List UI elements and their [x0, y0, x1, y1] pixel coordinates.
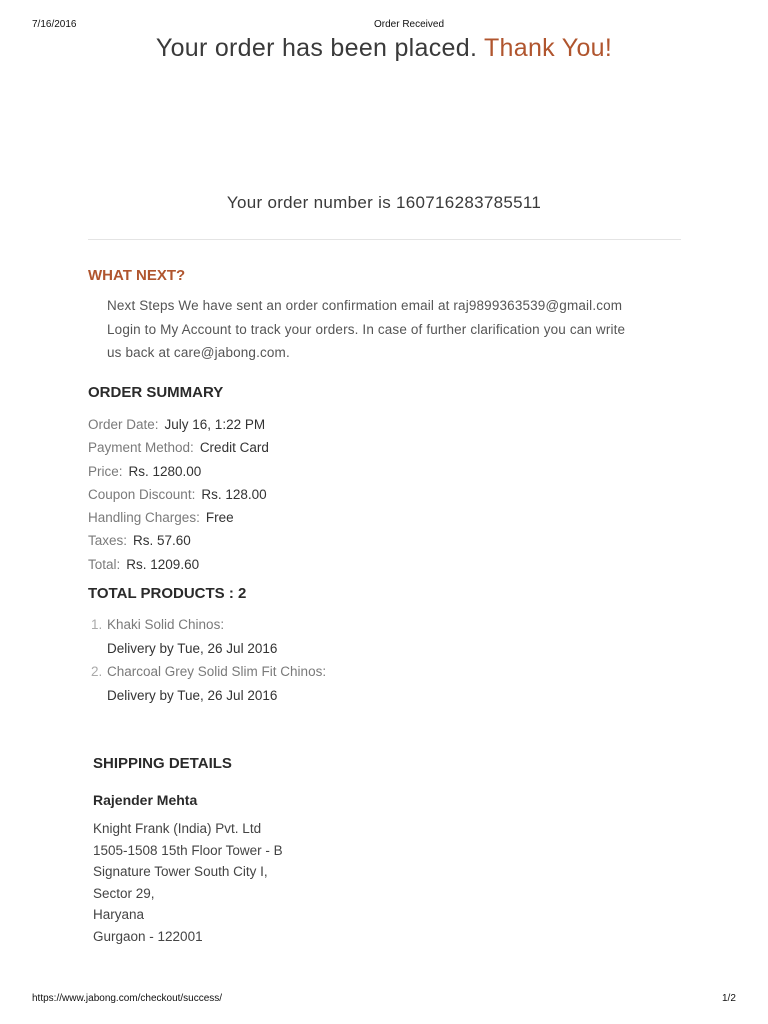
address-line: 1505-1508 15th Floor Tower - B [93, 842, 283, 858]
summary-value: Free [205, 510, 234, 526]
summary-label: Price: [88, 463, 123, 479]
item-number: 2. [91, 664, 103, 679]
summary-label: Order Date: [88, 417, 159, 432]
address-line: Sector 29, [93, 885, 155, 901]
summary-row-price [88, 460, 269, 483]
shipping-name: Rajender Mehta [93, 792, 198, 808]
product-name: Khaki Solid Chinos: [107, 617, 225, 632]
divider [88, 239, 681, 240]
shipping-address [93, 818, 283, 947]
summary-value: Rs. 57.60 [133, 533, 191, 549]
summary-value: Credit Card [199, 440, 269, 456]
summary-row-handling-charges [88, 506, 269, 529]
print-title: Order Received [373, 19, 445, 30]
summary-row-payment-method [88, 436, 269, 459]
address-line: Knight Frank (India) Pvt. Ltd [93, 821, 262, 836]
summary-label: Total: [88, 556, 121, 572]
total-products-heading: TOTAL PRODUCTS : 2 [88, 585, 247, 602]
summary-label: Taxes: [88, 533, 128, 549]
order-number: Your order number is 160716283785511 [226, 193, 542, 212]
summary-label: Handling Charges: [88, 510, 200, 526]
address-line: Haryana [93, 907, 145, 922]
summary-label: Payment Method: [88, 440, 194, 456]
summary-value: July 16, 1:22 PM [164, 417, 266, 432]
summary-value: Rs. 1209.60 [126, 556, 200, 572]
order-summary-heading: ORDER SUMMARY [88, 384, 224, 401]
product-list [91, 613, 326, 707]
page-number: 1/2 [722, 993, 736, 1004]
address-line: Signature Tower South City I, [93, 864, 268, 879]
summary-row-coupon-discount [88, 483, 269, 506]
headline-thank-you: Thank You! [483, 34, 613, 62]
address-line: Gurgaon - 122001 [93, 928, 203, 944]
summary-row-taxes [88, 529, 269, 552]
product-name: Charcoal Grey Solid Slim Fit Chinos: [107, 664, 327, 679]
delivery-date: Delivery by Tue, 26 Jul 2016 [107, 687, 278, 703]
what-next-line: us back at care@jabong.com. [107, 345, 290, 360]
order-summary [88, 413, 269, 576]
headline-main: Your order has been placed. [155, 34, 478, 62]
item-number: 1. [91, 617, 103, 632]
what-next-line: Next Steps We have sent an order confirmation email at raj9899363539@gmail.com [107, 298, 623, 313]
list-item [91, 613, 326, 660]
print-date: 7/16/2016 [32, 19, 77, 30]
shipping-details-heading: SHIPPING DETAILS [93, 755, 232, 772]
list-item [91, 660, 326, 707]
what-next-text [107, 294, 687, 365]
summary-value: Rs. 128.00 [201, 486, 267, 502]
what-next-line: Login to My Account to track your orders. In case of further clarification you can write [107, 321, 626, 337]
summary-row-total [88, 553, 269, 576]
confirmation-headline [0, 34, 768, 63]
delivery-date: Delivery by Tue, 26 Jul 2016 [107, 640, 278, 656]
summary-label: Coupon Discount: [88, 486, 196, 502]
print-url: https://www.jabong.com/checkout/success/ [32, 993, 223, 1004]
summary-row-order-date [88, 413, 269, 436]
what-next-heading: WHAT NEXT? [88, 267, 186, 284]
summary-value: Rs. 1280.00 [128, 463, 202, 479]
